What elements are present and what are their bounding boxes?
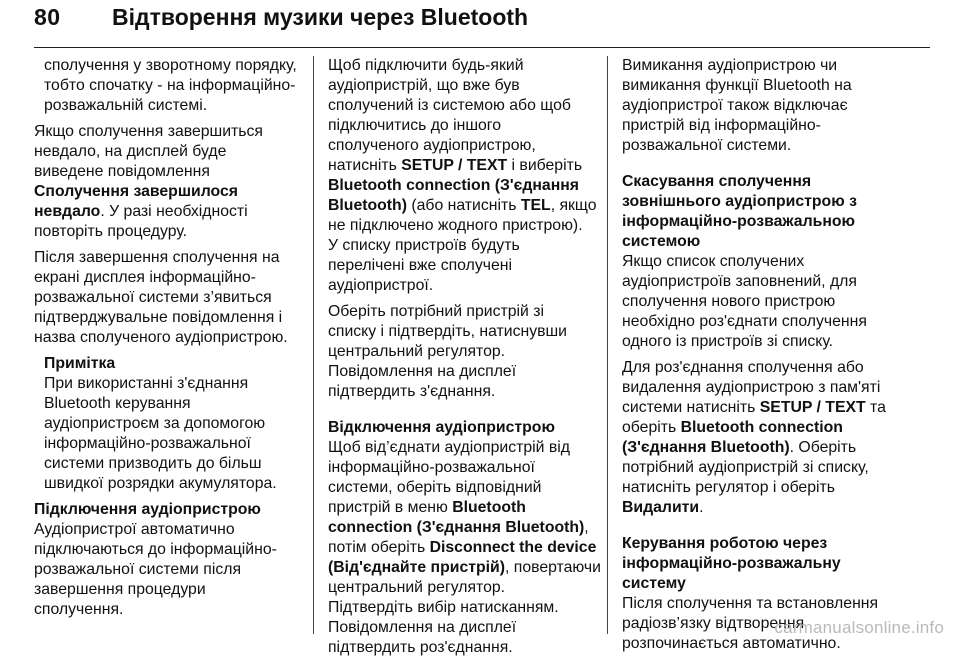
column-divider-2 xyxy=(607,56,608,634)
note-block: Примітка При використанні з'єднання Bluetooth керування аудіопристроєм за допомогою інформаційно-розважальної системи призводить до більш швидкої розрядки акумулятора. xyxy=(34,354,304,494)
column-3 xyxy=(622,56,892,660)
paragraph-autoplay: Після сполучення та встановлення радіозв’язку відтворення розпочинається автоматично. xyxy=(622,595,879,652)
paragraph-list-full: Якщо список сполучених аудіопристроїв заповнений, для сполучення нового пристрою необхідно роз'єднати сполучення одного із пристроїв зі списку. xyxy=(622,253,867,350)
paragraph-pairing-complete: Після завершення сполучення на екрані дисплея інформаційно- розважальної системи з’явиться підтверджувальне повідомлення і назва сполученого аудіопристрою. xyxy=(34,249,288,346)
column-1 xyxy=(34,56,304,626)
paragraph-switch-off: Вимикання аудіопристрою чи вимикання функції Bluetooth на аудіопристрої також відключає пристрій від інформаційно- розважальної системи. xyxy=(622,57,852,154)
heading-connecting: Підключення аудіопристрою xyxy=(34,501,261,518)
heading-disconnecting: Відключення аудіопристрою xyxy=(328,419,555,436)
page-number: 80 xyxy=(34,4,61,30)
note-title: Примітка xyxy=(44,355,116,372)
page-header xyxy=(34,2,930,44)
heading-control: Керування роботою через інформаційно-розважальну систему xyxy=(622,535,841,592)
column-2 xyxy=(328,56,601,664)
paragraph-connect-device: Щоб підключити будь-який аудіопристрій, що вже був сполучений із системою або щоб підключитись до іншого сполученого аудіопристрою, натисніть SETUP / TEXT і виберіть Bluetooth connection (З'єднання Bluetooth) (або натисніть TEL, якщо не підключено жодного пристрою). У списку пристроїв будуть перелічені вже сполучені аудіопристрої. xyxy=(328,57,597,294)
header-rule xyxy=(34,47,930,48)
paragraph-select-device: Оберіть потрібний пристрій зі списку і підтвердіть, натиснувши центральний регулятор. Повідомлення на дисплеї підтвердить з'єднання. xyxy=(328,303,567,400)
paragraph-auto-connect: Аудіопристрої автоматично підключаються до інформаційно- розважальної системи після завершення процедури сполучення. xyxy=(34,521,277,618)
column-divider-1 xyxy=(313,56,314,634)
heading-unpair: Скасування сполучення зовнішнього аудіопристрою з інформаційно-розважальною системою xyxy=(622,173,857,250)
paragraph-pairing-failed: Якщо сполучення завершиться невдало, на дисплей буде виведене повідомлення Сполучення завершилося невдало. У разі необхідності повторіть процедуру. xyxy=(34,123,263,240)
paragraph-delete-device: Для роз'єднання сполучення або видалення аудіопристрою з пам'яті системи натисніть SETUP / TEXT та оберіть Bluetooth connection (З'єднання Bluetooth). Оберіть потрібний аудіопристрій зі списку, натисніть регулятор і оберіть Видалити. xyxy=(622,359,886,516)
page-title: Відтворення музики через Bluetooth xyxy=(112,4,529,30)
paragraph-disconnect: Щоб від’єднати аудіопристрій від інформаційно-розважальної системи, оберіть відповідний пристрій в меню Bluetooth connection (З'єднання Bluetooth), потім оберіть Disconnect the device (Від'єднайте пристрій), повертаючи центральний регулятор. Підтвердіть вибір натисканням. Повідомлення на дисплеї підтвердить роз'єднання. xyxy=(328,439,601,656)
paragraph-continuation: сполучення у зворотному порядку, тобто спочатку - на інформаційно- розважальній системі. xyxy=(44,57,297,114)
watermark: carmanualsonline.info xyxy=(774,618,944,637)
